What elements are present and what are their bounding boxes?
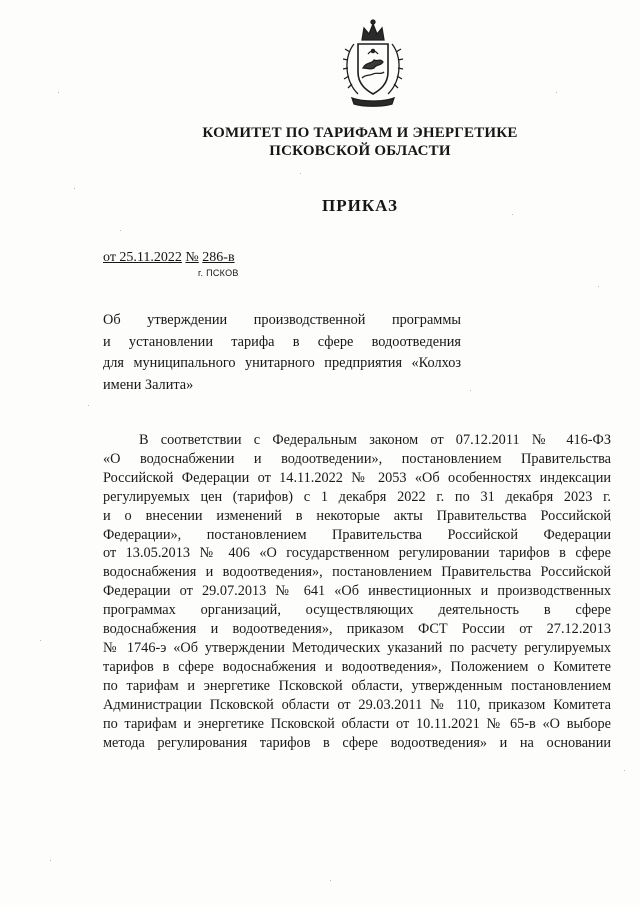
- body-line: программах организаций, осуществляющих деятельность в сфере: [103, 602, 611, 619]
- order-title: ПРИКАЗ: [322, 196, 398, 215]
- subject-line: для муниципального унитарного предприятия «Колхоз: [103, 355, 461, 371]
- order-number-sign: №: [185, 250, 199, 265]
- subject-line: и установлении тарифа в сфере водоотведения: [103, 333, 461, 350]
- committee-line-1: КОМИТЕТ ПО ТАРИФАМ И ЭНЕРГЕТИКЕ: [202, 125, 518, 141]
- body-line: Федерации от 29.07.2013 № 641 «Об инвестиционных и производственных: [103, 583, 611, 600]
- committee-line-2: ПСКОВСКОЙ ОБЛАСТИ: [269, 143, 451, 159]
- order-date: от 25.11.2022: [103, 250, 182, 265]
- body-line: Федерации», постановлением Правительства Российской Федерации: [103, 526, 611, 543]
- subject-line: имени Залита»: [103, 376, 194, 393]
- body-line: по тарифам и энергетике Псковской области, утвержденным постановлением: [103, 677, 611, 694]
- order-date-number: [103, 250, 235, 266]
- subject-line: Об утверждении производственной программы: [103, 312, 461, 328]
- order-subject: [103, 310, 461, 396]
- body-line: по тарифам и энергетике Псковской области от 10.11.2021 № 65-в «О выборе: [103, 715, 611, 732]
- order-number: 286-в: [202, 250, 235, 265]
- body-line: водоснабжения и водоотведения», постановлением Правительства Российской: [103, 564, 611, 581]
- body-line: Российской Федерации от 14.11.2022 № 2053 «Об особенностях индексации: [103, 469, 611, 486]
- order-city: г. ПСКОВ: [198, 268, 239, 278]
- body-line: и о внесении изменений в некоторые акты Правительства Российской: [103, 507, 611, 524]
- body-line: В соответствии с Федеральным законом от 07.12.2011 № 416-ФЗ: [139, 432, 611, 448]
- body-line: водоснабжения и водоотведения», приказом ФСТ России от 27.12.2013: [103, 621, 611, 638]
- body-line: № 1746-э «Об утверждении Методических указаний по расчету регулируемых: [103, 639, 611, 656]
- body-line: тарифов в сфере водоснабжения и водоотведения», Положением о Комитете: [103, 658, 611, 675]
- body-line: «О водоснабжении и водоотведении», постановлением Правительства: [103, 450, 611, 467]
- body-line: Администрации Псковской области от 29.03.2011 № 110, приказом Комитета: [103, 696, 611, 713]
- committee-name: [150, 124, 570, 160]
- order-body: [103, 431, 611, 752]
- pskov-region-coat-of-arms-icon: [340, 18, 406, 108]
- body-line: от 13.05.2013 № 406 «О государственном регулировании тарифов в сфере: [103, 545, 611, 562]
- body-line: регулируемых цен (тарифов) с 1 декабря 2022 г. по 31 декабря 2023 г.: [103, 488, 611, 505]
- body-line: метода регулирования тарифов в сфере водоотведения» и на основании: [103, 734, 611, 751]
